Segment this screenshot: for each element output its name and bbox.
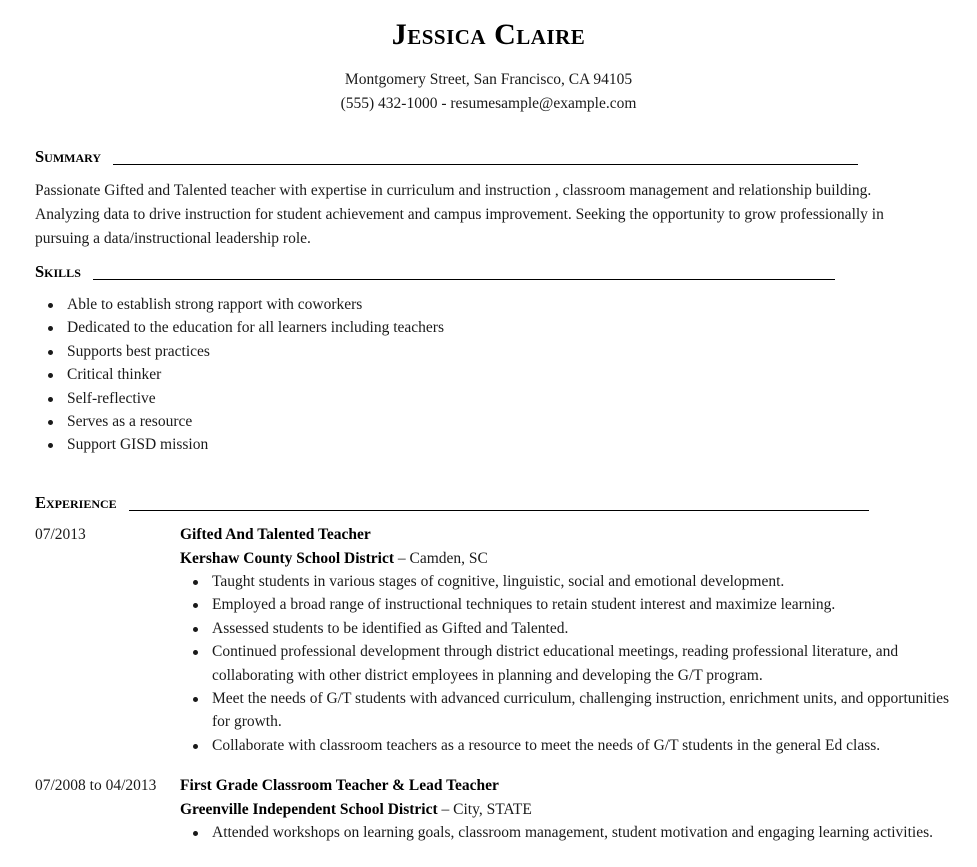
summary-heading: Summary xyxy=(35,147,102,166)
company-name: Greenville Independent School District xyxy=(180,801,438,818)
experience-heading: Experience xyxy=(35,493,117,512)
list-item: Continued professional development through district educational meetings, reading professional literature, and collaborating with other district employees in planning and developing the G/T program. xyxy=(180,640,955,687)
address-line: Montgomery Street, San Francisco, CA 94105 xyxy=(344,71,633,88)
list-item: Attended workshops on learning goals, classroom management, student motivation and engaging learning activities. xyxy=(180,821,955,844)
skills-section-header xyxy=(35,263,835,281)
summary-section-header xyxy=(35,148,858,166)
list-item: Support GISD mission xyxy=(35,433,835,456)
job-dates: 07/2013 xyxy=(35,526,86,543)
list-item: Serves as a resource xyxy=(35,410,835,433)
company-name: Kershaw County School District xyxy=(180,550,394,567)
candidate-name: Jessica Claire xyxy=(391,18,586,51)
section-divider xyxy=(129,510,869,511)
job-duties-list xyxy=(180,821,955,844)
job-title: Gifted And Talented Teacher xyxy=(180,526,371,543)
contact-line: (555) 432-1000 - resumesample@example.com xyxy=(340,95,637,112)
list-item: Able to establish strong rapport with coworkers xyxy=(35,293,835,316)
list-item: Taught students in various stages of cognitive, linguistic, social and emotional development. xyxy=(180,570,955,593)
skills-list xyxy=(35,293,835,457)
job-title: First Grade Classroom Teacher & Lead Teacher xyxy=(180,777,499,794)
list-item: Dedicated to the education for all learners including teachers xyxy=(35,316,835,339)
summary-text: Passionate Gifted and Talented teacher with expertise in curriculum and instruction , classroom management and relationship building. Analyzing data to drive instruction for student achievement and campus improvement. Seeking the opportunity to grow professionally in pursuing a data/instructional leadership role. xyxy=(35,182,884,247)
section-divider xyxy=(113,164,858,165)
job-location: – City, STATE xyxy=(437,801,532,818)
list-item: Critical thinker xyxy=(35,363,835,386)
job-location: – Camden, SC xyxy=(393,550,488,567)
list-item: Self-reflective xyxy=(35,387,835,410)
list-item: Meet the needs of G/T students with advanced curriculum, challenging instruction, enrichment units, and opportunities for growth. xyxy=(180,687,955,734)
section-divider xyxy=(93,279,835,280)
experience-section-header xyxy=(35,494,869,512)
skills-heading: Skills xyxy=(35,262,81,281)
list-item: Supports best practices xyxy=(35,340,835,363)
list-item: Employed a broad range of instructional techniques to retain student interest and maximize learning. xyxy=(180,593,955,616)
list-item: Collaborate with classroom teachers as a resource to meet the needs of G/T students in the general Ed class. xyxy=(180,734,955,757)
job-dates: 07/2008 to 04/2013 xyxy=(35,777,157,794)
job-duties-list xyxy=(180,570,955,757)
job-employer xyxy=(180,547,955,570)
job-employer xyxy=(180,798,955,821)
list-item: Assessed students to be identified as Gifted and Talented. xyxy=(180,617,955,640)
